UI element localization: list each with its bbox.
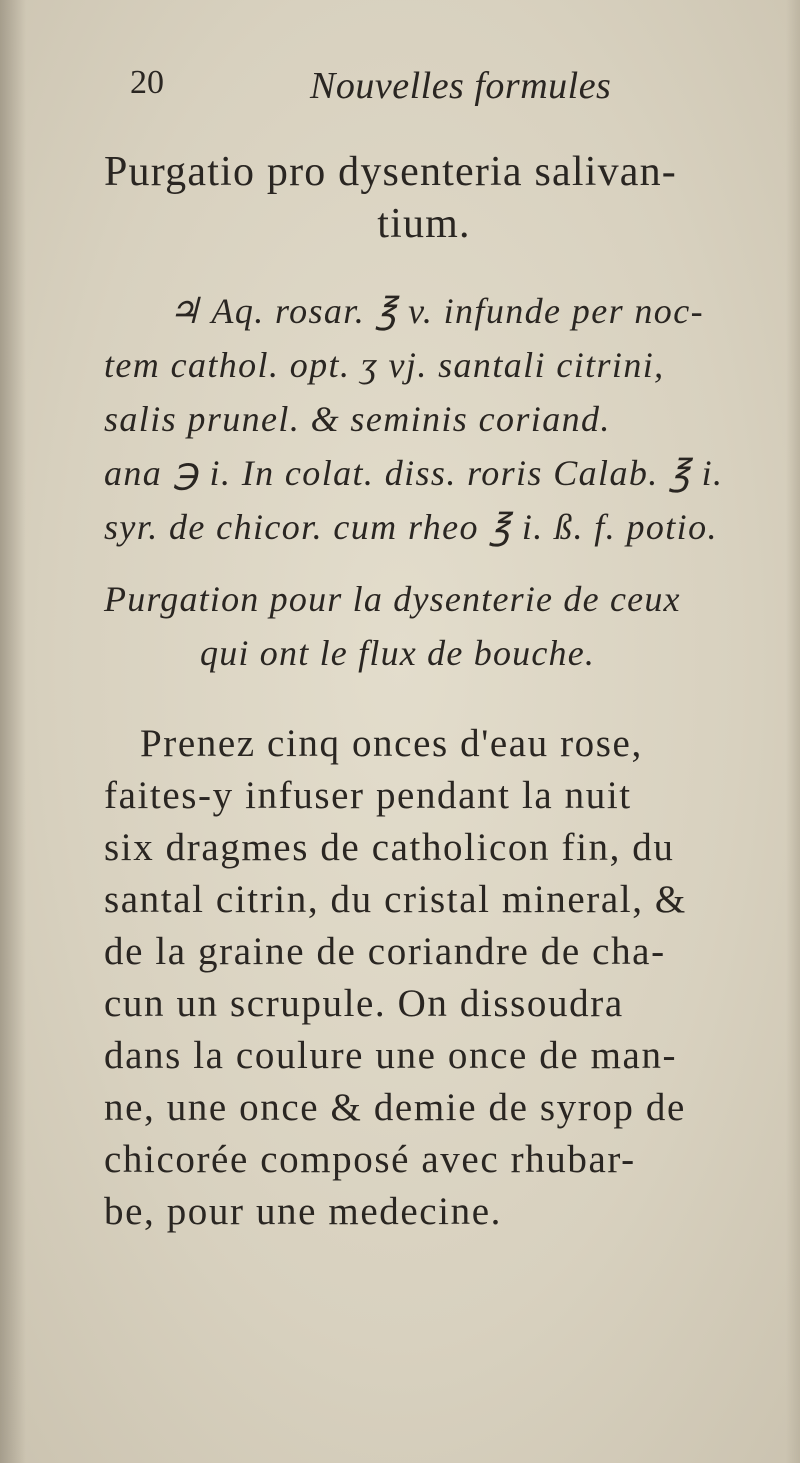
recipe-line: syr. de chicor. cum rheo ℥ i. ß. f. potio. xyxy=(104,507,718,547)
latin-recipe xyxy=(104,284,774,554)
body-line: dans la coulure une once de man- xyxy=(104,1034,678,1077)
recipe-line: ♃ Aq. rosar. ℥ v. infunde per noc- xyxy=(168,291,704,331)
french-title-line: Purgation pour la dysenterie de ceux xyxy=(104,579,681,619)
recipe-line: salis prunel. & seminis coriand. xyxy=(104,399,611,439)
body-line: cun un scrupule. On dissoudra xyxy=(104,982,624,1025)
body-line: ne, une once & demie de syrop de xyxy=(104,1086,686,1129)
latin-title xyxy=(104,146,774,250)
running-head: Nouvelles formules xyxy=(310,65,612,107)
page-number: 20 xyxy=(130,64,164,101)
body-line: Prenez cinq onces d'eau rose, xyxy=(140,722,643,765)
recipe-line: tem cathol. opt. ʒ vj. santali citrini, xyxy=(104,345,665,385)
body-line: santal citrin, du cristal mineral, & xyxy=(104,878,687,921)
body-line: de la graine de coriandre de cha- xyxy=(104,930,666,973)
french-title xyxy=(104,572,774,680)
body-line: six dragmes de catholicon fin, du xyxy=(104,826,675,869)
page-header xyxy=(130,64,690,114)
french-body xyxy=(104,718,774,1238)
body-line: chicorée composé avec rhubar- xyxy=(104,1138,636,1181)
body-line: be, pour une medecine. xyxy=(104,1190,502,1233)
latin-title-line: Purgatio pro dysenteria salivan- xyxy=(104,149,677,195)
french-title-line: qui ont le flux de bouche. xyxy=(200,633,596,673)
page-edge-shadow xyxy=(786,0,800,1463)
body-line: faites-y infuser pendant la nuit xyxy=(104,774,632,817)
recipe-line: ana ℈ i. In colat. diss. roris Calab. ℥ i. xyxy=(104,453,724,493)
latin-title-line: tium. xyxy=(377,201,471,247)
spine-shadow xyxy=(0,0,26,1463)
